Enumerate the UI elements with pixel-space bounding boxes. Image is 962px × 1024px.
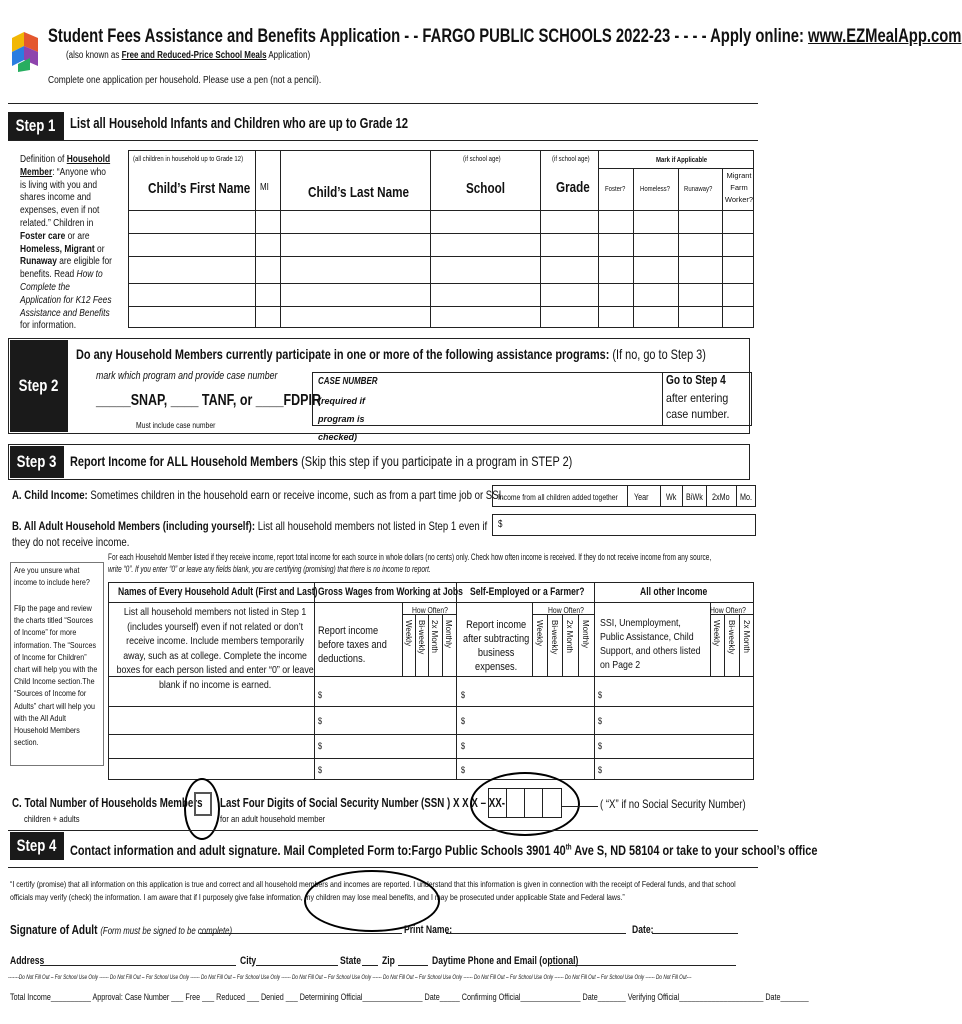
freq-biwk[interactable]: BiWk — [686, 492, 703, 502]
ssn-circle — [470, 772, 580, 836]
logo — [10, 28, 40, 72]
city-label: City — [240, 955, 257, 967]
freq-2xmonth-other[interactable]: 2x Month — [742, 620, 751, 653]
no-ssn-checkbox[interactable] — [562, 806, 598, 807]
date-label: Date: — [632, 924, 654, 936]
signature-label: Signature of Adult (Form must be signed to be complete) — [10, 922, 233, 937]
col-school: School — [466, 180, 506, 197]
mark-if-applicable: Mark if Applicable — [656, 155, 708, 164]
step4-label: Step 4 — [10, 832, 64, 860]
children-table — [128, 150, 754, 328]
dollar-other-2: $ — [598, 716, 603, 726]
unsure-text: Are you unsure what income to include here? — [14, 565, 90, 587]
col-grade: Grade — [556, 179, 590, 196]
self-desc: Report income after subtracting business expenses. — [462, 619, 530, 673]
dollar-gross-3: $ — [318, 741, 323, 751]
freq-weekly-self[interactable]: Weekly — [535, 620, 544, 647]
dollar-gross-4: $ — [318, 765, 323, 775]
other-desc: SSI, Unemployment, Public Assistance, Child Support, and others listed on Page 2 — [600, 617, 701, 671]
freq-weekly-other[interactable]: Weekly — [712, 620, 721, 647]
col-first-name: Child’s First Name — [148, 180, 251, 197]
date-field[interactable] — [652, 933, 738, 934]
how-often-gross: How Often? — [412, 605, 448, 615]
dollar-gross-1: $ — [318, 690, 323, 700]
freq-monthly-self[interactable]: Monthly — [581, 620, 590, 649]
signature-field[interactable] — [200, 933, 402, 934]
mark-program: mark which program and provide case number — [96, 370, 278, 382]
freq-2xmo[interactable]: 2xMo — [712, 492, 730, 502]
col-other-income: All other Income — [640, 586, 708, 598]
freq-monthly-gross[interactable]: Monthly — [444, 620, 453, 649]
total-members-sub: children + adults — [24, 814, 80, 825]
address-field[interactable] — [40, 965, 236, 966]
apply-online-link[interactable]: www.EZMealApp.com — [808, 26, 962, 47]
must-include: Must include case number — [136, 420, 216, 430]
step3-label: Step 3 — [10, 446, 64, 478]
child-income-line: A. Child Income: Sometimes children in the household earn or receive income, such as from a part time job or SSI. — [12, 488, 504, 502]
note-children: (all children in household up to Grade 12) — [133, 154, 244, 163]
print-name-label: Print Name: — [404, 924, 453, 936]
certify-circle — [304, 870, 440, 932]
col-last-name: Child’s Last Name — [308, 184, 409, 201]
col-gross-wages: Gross Wages from Working at Jobs — [318, 586, 463, 598]
each-member-text: For each Household Member listed if they receive income, report total income for each source in whole dollars (no cents) only. Check how often income is received. If they do not receive income from any source, write “0”. If you enter “0” or leave any fields blank, you are certifying (promising) that there is no income to report. — [108, 552, 712, 574]
freq-mo[interactable]: Mo. — [740, 492, 753, 502]
case-required: (required if program is checked) — [318, 396, 366, 442]
col-self-employed: Self-Employed or a Farmer? — [470, 586, 585, 598]
adult-names-desc: List all household members not listed in Step 1 (includes yourself) even if not related or don’t receive income. Include members temporarily away, such as at college. Complete the income boxes for each person listed and enter “0” or leave blank if no income is earned. — [116, 606, 314, 691]
goto-step4: Go to Step 4 — [666, 372, 726, 387]
note-grade: (if school age) — [552, 154, 590, 163]
dollar-self-1: $ — [461, 690, 466, 700]
col-mi: MI — [260, 182, 269, 193]
logo-icon — [10, 28, 40, 72]
case-number-label: CASE NUMBER — [318, 376, 378, 387]
step3-title: Report Income for ALL Household Members (Skip this step if you participate in a program in STEP 2) — [70, 453, 573, 469]
freq-2xmonth-self[interactable]: 2x Month — [565, 620, 574, 653]
instructions: Complete one application per household. Please use a pen (not a pencil). — [48, 74, 322, 86]
col-homeless: Homeless? — [640, 184, 671, 193]
city-field[interactable] — [256, 965, 338, 966]
zip-label: Zip — [382, 955, 395, 967]
print-name-field[interactable] — [446, 933, 626, 934]
freq-wk[interactable]: Wk — [666, 492, 677, 502]
col-migrant: Migrant Farm Worker? — [724, 171, 754, 204]
address-label: Address — [10, 955, 45, 967]
after-entering: after entering case number. — [666, 391, 730, 421]
how-often-other: How Often? — [710, 605, 746, 615]
dollar-other-3: $ — [598, 741, 603, 751]
child-income-label: Income from all children added together — [498, 492, 618, 502]
dollar-gross-2: $ — [318, 716, 323, 726]
ssn-label: Last Four Digits of Social Security Number (SSN ) X X X – XX- — [220, 796, 505, 810]
col-adult-names: Names of Every Household Adult (First and Last) — [118, 586, 318, 598]
col-runaway: Runaway? — [684, 184, 713, 193]
step1-label: Step 1 — [8, 112, 64, 140]
flip-text: Flip the page and review the charts titled “Sources of Income” for more information. The “Sources of Income for Children” chart will help you with the Child Income section.The “Sources of Income for Adults” chart will help you with the All Adult Household Members section. — [14, 603, 98, 748]
dollar-self-2: $ — [461, 716, 466, 726]
step2-title: Do any Household Members currently participate in one or more of the following assistance programs: (If no, go to Step 3) — [76, 346, 706, 362]
step2-label: Step 2 — [10, 340, 68, 432]
adult-income-box[interactable] — [492, 514, 756, 536]
freq-weekly-gross[interactable]: Weekly — [404, 620, 413, 647]
state-field[interactable] — [362, 965, 378, 966]
ssn-sub: for an adult household member — [220, 814, 326, 825]
household-definition: Definition of Household Member: “Anyone who is living with you and shares income and expenses, even if not related.” Children in Foster care or are Homeless, Migrant or Runaway are eligible for benefits. Read How to Complete the Application for K12 Fees Assistance and Benefits for information. — [20, 154, 112, 332]
note-school: (if school age) — [463, 154, 501, 163]
how-often-self: How Often? — [548, 605, 584, 615]
freq-2xmonth-gross[interactable]: 2x Month — [430, 620, 439, 653]
gross-desc: Report income before taxes and deductions. — [318, 625, 387, 665]
office-use-row: Total Income__________ Approval: Case Number ___ Free ___ Reduced ___ Denied ___ Determining Official_______________ Date_____ Confirming Official_______________ Date_______ Verifying Official_____________________ Date_______ — [10, 992, 809, 1002]
form-title: Student Fees Assistance and Benefits Application - - FARGO PUBLIC SCHOOLS 2022-23 - - - - Apply online: www.EZMealApp.com — [48, 26, 962, 47]
total-members-label: C. Total Number of Households Members — [12, 796, 203, 810]
zip-field[interactable] — [398, 965, 428, 966]
step1-title: List all Household Infants and Children who are up to Grade 12 — [70, 116, 409, 132]
phone-field[interactable] — [550, 965, 736, 966]
phone-label: Daytime Phone and Email (optional) — [432, 955, 579, 967]
adult-members-line: B. All Adult Household Members (including yourself): List all household members not listed in Step 1 even if they do not receive income. — [12, 519, 488, 549]
aka-line: (also known as Free and Reduced-Price School Meals Application) — [66, 50, 311, 61]
col-foster: Foster? — [605, 184, 626, 193]
freq-biweekly-gross[interactable]: Bi-weekly — [417, 620, 426, 655]
adult-income-dollar: $ — [498, 519, 503, 530]
dollar-self-3: $ — [461, 741, 466, 751]
dollar-other-1: $ — [598, 690, 603, 700]
step4-title: Contact information and adult signature. Mail Completed Form to:Fargo Public Schools 3901 40th Ave S, ND 58104 or take to your school’s office — [70, 842, 818, 858]
dollar-self-4: $ — [461, 765, 466, 775]
freq-biweekly-other[interactable]: Bi-weekly — [727, 620, 736, 655]
dollar-other-4: $ — [598, 765, 603, 775]
programs-list: _____SNAP, ____ TANF, or ____FDPIR — [96, 392, 321, 409]
office-cut-line: -------Do Not Fill Out – For School Use Only ------ Do Not Fill Out – For School Use Only ------ Do Not Fill Out – For School Use Only ------ Do Not Fill Out – For School Use Only ------ Do Not Fill Out – For School Use Only ------ Do Not Fill Out – For School Use Only ------ Do Not Fill Out – For School Use Only ------ Do Not Fill Out--- — [8, 974, 692, 981]
freq-year[interactable]: Year — [634, 492, 649, 502]
no-ssn-label: ( “X” if no Social Security Number) — [600, 797, 746, 811]
certify-text: “I certify (promise) that all information on this application is true and correct and all household members and incomes are reported. I understand that this information is given in connection with the receipt of Federal funds, and that school officials may verify (check) the information. I am aware that if I purposely give false information, my children may lose meal benefits, and I may be prosecuted under applicable State and Federal laws.” — [10, 879, 736, 902]
state-label: State — [340, 955, 361, 967]
freq-biweekly-self[interactable]: Bi-weekly — [550, 620, 559, 655]
